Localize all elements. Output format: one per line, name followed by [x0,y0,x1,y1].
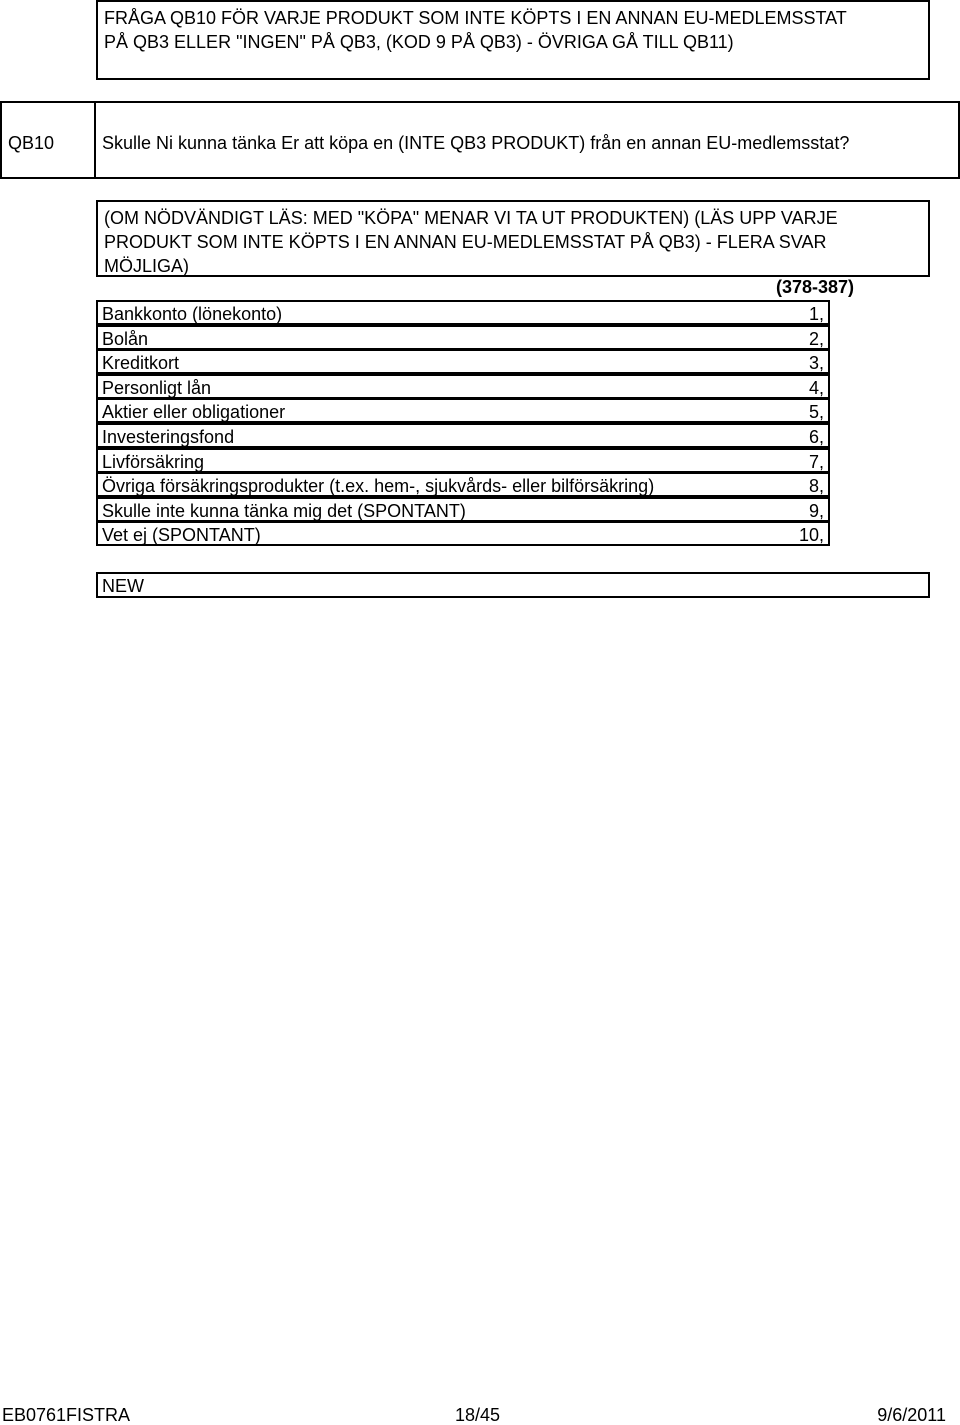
option-code: 5, [808,402,824,422]
option-code: 10, [798,525,824,545]
option-label: Livförsäkring [102,452,205,472]
option-label: Övriga försäkringsprodukter (t.ex. hem-, sjukvårds- eller bilförsäkring) [102,476,655,496]
option-label: Personligt lån [102,378,212,398]
option-code: 3, [808,353,824,373]
option-code: 2, [808,329,824,349]
option-label: Kreditkort [102,353,180,373]
answer-option [96,325,830,350]
answer-option [96,521,830,546]
filter-instruction-line-1: FRÅGA QB10 FÖR VARJE PRODUKT SOM INTE KÖPTS I EN ANNAN EU-MEDLEMSSTAT [104,8,847,28]
option-label: Skulle inte kunna tänka mig det (SPONTANT) [102,501,466,521]
interviewer-note-line-1: (OM NÖDVÄNDIGT LÄS: MED "KÖPA" MENAR VI TA UT PRODUKTEN) (LÄS UPP VARJE [104,208,838,228]
option-label: Investeringsfond [102,427,235,447]
option-code: 8, [808,476,824,496]
answer-option [96,423,830,448]
answer-option [96,398,830,423]
option-code: 4, [808,378,824,398]
option-code: 9, [808,501,824,521]
footer-date: 9/6/2011 [877,1405,946,1425]
option-code: 1, [808,304,824,324]
interviewer-note [96,200,930,277]
interviewer-note-line-3: MÖJLIGA) [104,256,190,276]
question-code: QB10 [0,101,96,179]
new-field: NEW [96,572,930,598]
option-code: 6, [808,427,824,447]
answer-option [96,497,830,522]
interviewer-note-line-2: PRODUKT SOM INTE KÖPTS I EN ANNAN EU-MEDLEMSSTAT PÅ QB3) - FLERA SVAR [104,232,827,252]
filter-instruction [96,0,930,80]
filter-instruction-line-2: PÅ QB3 ELLER "INGEN" PÅ QB3, (KOD 9 PÅ QB3) - ÖVRIGA GÅ TILL QB11) [104,32,734,52]
answer-option [96,472,830,497]
answer-option [96,374,830,399]
answer-option [96,300,830,325]
footer-page-number: 18/45 [455,1405,501,1425]
column-range: (378-387) [776,277,855,297]
option-label: Bolån [102,329,149,349]
answer-option [96,349,830,374]
option-label: Aktier eller obligationer [102,402,286,422]
answer-option [96,448,830,473]
question-text: Skulle Ni kunna tänka Er att köpa en (INTE QB3 PRODUKT) från en annan EU-medlemsstat? [94,101,960,179]
option-label: Vet ej (SPONTANT) [102,525,261,545]
footer-doc-id: EB0761FISTRA [2,1405,131,1425]
option-label: Bankkonto (lönekonto) [102,304,283,324]
option-code: 7, [808,452,824,472]
